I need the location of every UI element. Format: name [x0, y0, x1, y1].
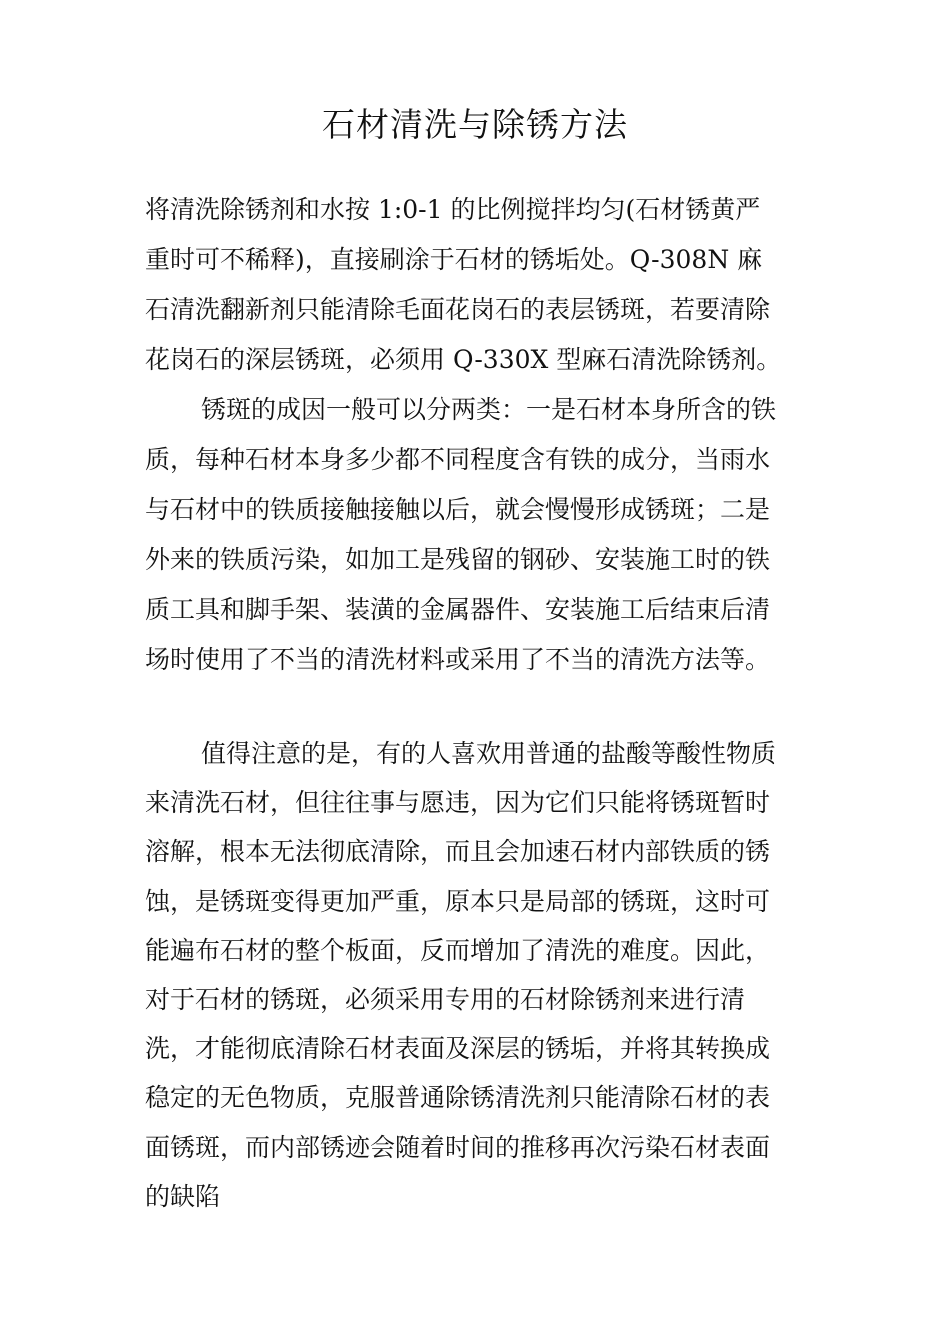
paragraph-3-line-6: 对于石材的锈斑，必须采用专用的石材除锈剂来进行清	[145, 985, 746, 1015]
paragraph-3-line-4: 蚀，是锈斑变得更加严重，原本只是局部的锈斑，这时可	[145, 886, 771, 916]
paragraph-1-line-2: 重时可不稀释)，直接刷涂于石材的锈垢处。Q-308N 麻	[145, 245, 763, 274]
paragraph-3-line-2: 来清洗石材，但往往事与愿违，因为它们只能将锈斑暂时	[145, 788, 771, 818]
paragraph-3-line-5: 能遍布石材的整个板面，反而增加了清洗的难度。因此，	[145, 935, 771, 965]
paragraph-1	[145, 185, 807, 385]
paragraph-3-line-10: 的缺陷	[145, 1181, 221, 1211]
paragraph-3	[145, 729, 807, 1221]
paragraph-2-line-1: 锈斑的成因一般可以分两类：一是石材本身所含的铁	[201, 395, 777, 424]
paragraph-2-line-6: 场时使用了不当的清洗材料或采用了不当的清洗方法等。	[145, 645, 771, 674]
paragraph-2-line-4: 外来的铁质污染，如加工是残留的钢砂、安装施工时的铁	[145, 545, 771, 574]
page-title: 石材清洗与除锈方法	[322, 105, 628, 144]
paragraph-1-line-4: 花岗石的深层锈斑，必须用 Q-330X 型麻石清洗除锈剂。	[145, 345, 782, 374]
paragraph-3-line-8: 稳定的无色物质，克服普通除锈清洗剂只能清除石材的表	[145, 1083, 771, 1113]
paragraph-3-line-7: 洗，才能彻底清除石材表面及深层的锈垢，并将其转换成	[145, 1034, 771, 1064]
paragraph-1-line-1: 将清洗除锈剂和水按 1:0-1 的比例搅拌均匀(石材锈黄严	[145, 195, 761, 224]
paragraph-3-line-9: 面锈斑，而内部锈迹会随着时间的推移再次污染石材表面	[145, 1132, 771, 1162]
paragraph-1-line-3: 石清洗翻新剂只能清除毛面花岗石的表层锈斑，若要清除	[145, 295, 771, 324]
paragraph-2-line-5: 质工具和脚手架、装潢的金属器件、安装施工后结束后清	[145, 595, 771, 624]
paragraph-3-line-1: 值得注意的是，有的人喜欢用普通的盐酸等酸性物质	[201, 739, 777, 768]
paragraph-3-line-3: 溶解，根本无法彻底清除，而且会加速石材内部铁质的锈	[145, 837, 771, 867]
paragraph-2-line-3: 与石材中的铁质接触接触以后，就会慢慢形成锈斑；二是	[145, 495, 771, 524]
paragraph-2	[145, 385, 807, 685]
paragraph-2-line-2: 质，每种石材本身多少都不同程度含有铁的成分，当雨水	[145, 445, 771, 474]
